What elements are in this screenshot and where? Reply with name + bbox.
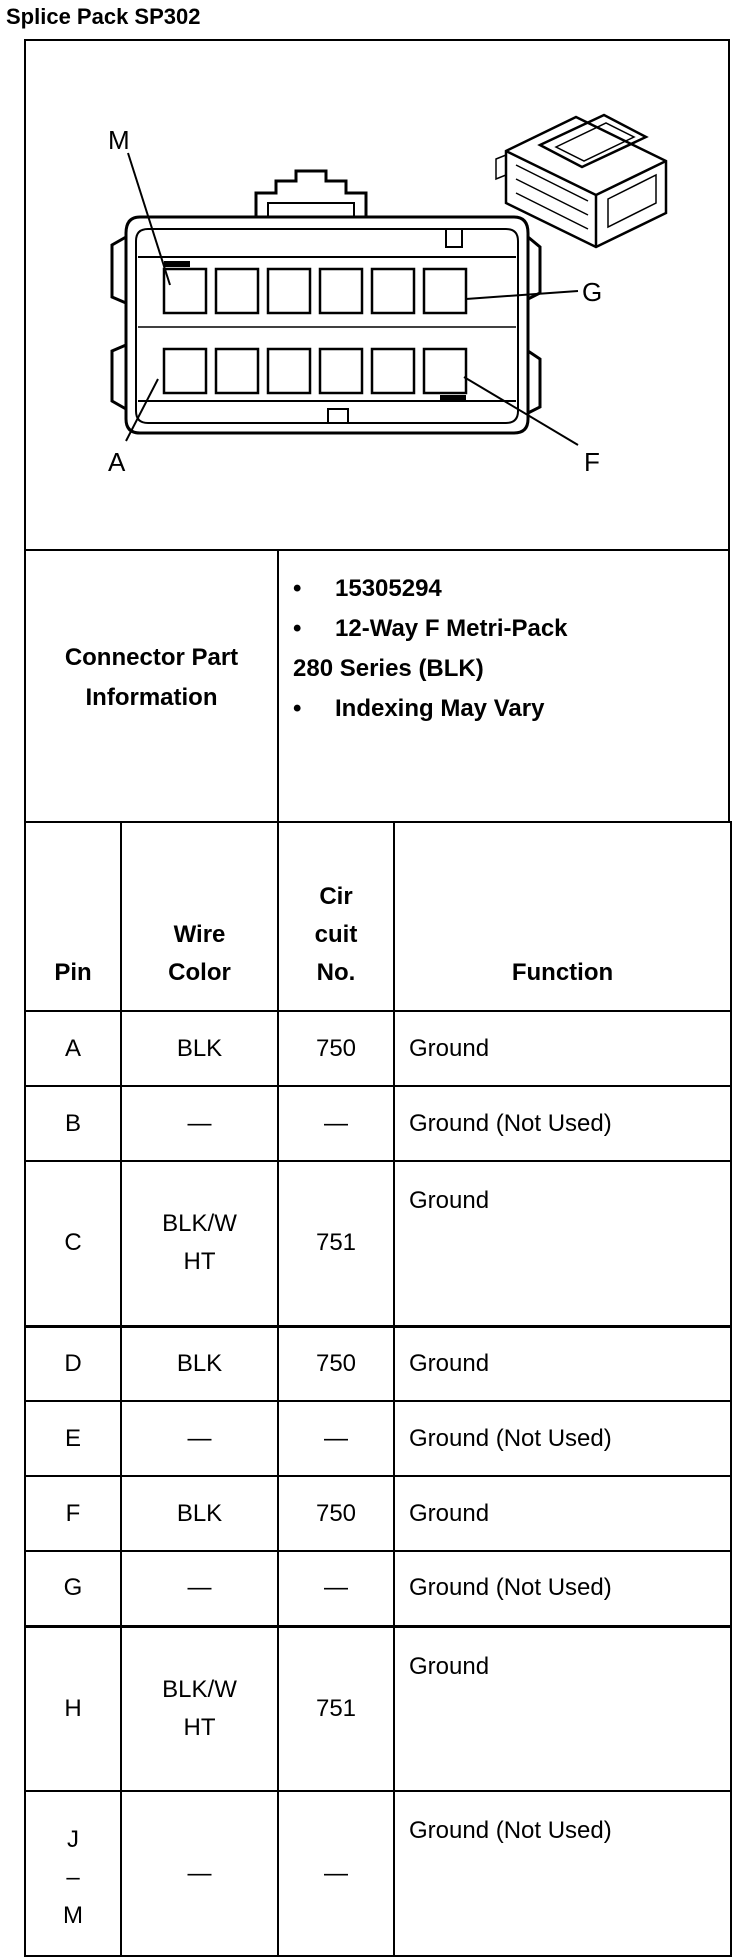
table-row: H BLK/W HT 751 Ground: [25, 1626, 731, 1791]
connector-info-row: [24, 549, 730, 821]
table-row: J –M — — Ground (Not Used): [25, 1791, 731, 1956]
table-row: A BLK 750 Ground: [25, 1011, 731, 1086]
table-row: G — — Ground (Not Used): [25, 1551, 731, 1626]
pin-table: [24, 821, 732, 1957]
connector-info-label: Connector Part Information: [26, 551, 279, 821]
header-circuit-no: Cir cuit No.: [278, 822, 394, 1011]
header-pin: Pin: [25, 822, 121, 1011]
connector-info-item: 280 Series (BLK): [293, 655, 484, 682]
page-title: Splice Pack SP302: [6, 4, 201, 29]
table-row: E — — Ground (Not Used): [25, 1401, 731, 1476]
connector-diagram-panel: [24, 39, 730, 549]
callout-f: F: [584, 447, 600, 477]
connector-info-item: • Indexing May Vary: [293, 695, 545, 722]
table-row: B — — Ground (Not Used): [25, 1086, 731, 1161]
header-function: Function: [394, 822, 731, 1011]
connector-info-list: [279, 551, 728, 821]
connector-diagram: [26, 41, 732, 551]
table-row: F BLK 750 Ground: [25, 1476, 731, 1551]
table-row: D BLK 750 Ground: [25, 1326, 731, 1401]
callout-g: G: [582, 277, 603, 307]
callout-m: M: [108, 125, 130, 155]
header-wire-color: Wire Color: [121, 822, 278, 1011]
table-header-row: [25, 822, 731, 1011]
connector-info-item: • 15305294: [293, 575, 442, 602]
table-row: C BLK/W HT 751 Ground: [25, 1161, 731, 1326]
connector-info-item: • 12-Way F Metri-Pack: [293, 615, 568, 642]
callout-a: A: [108, 447, 126, 477]
